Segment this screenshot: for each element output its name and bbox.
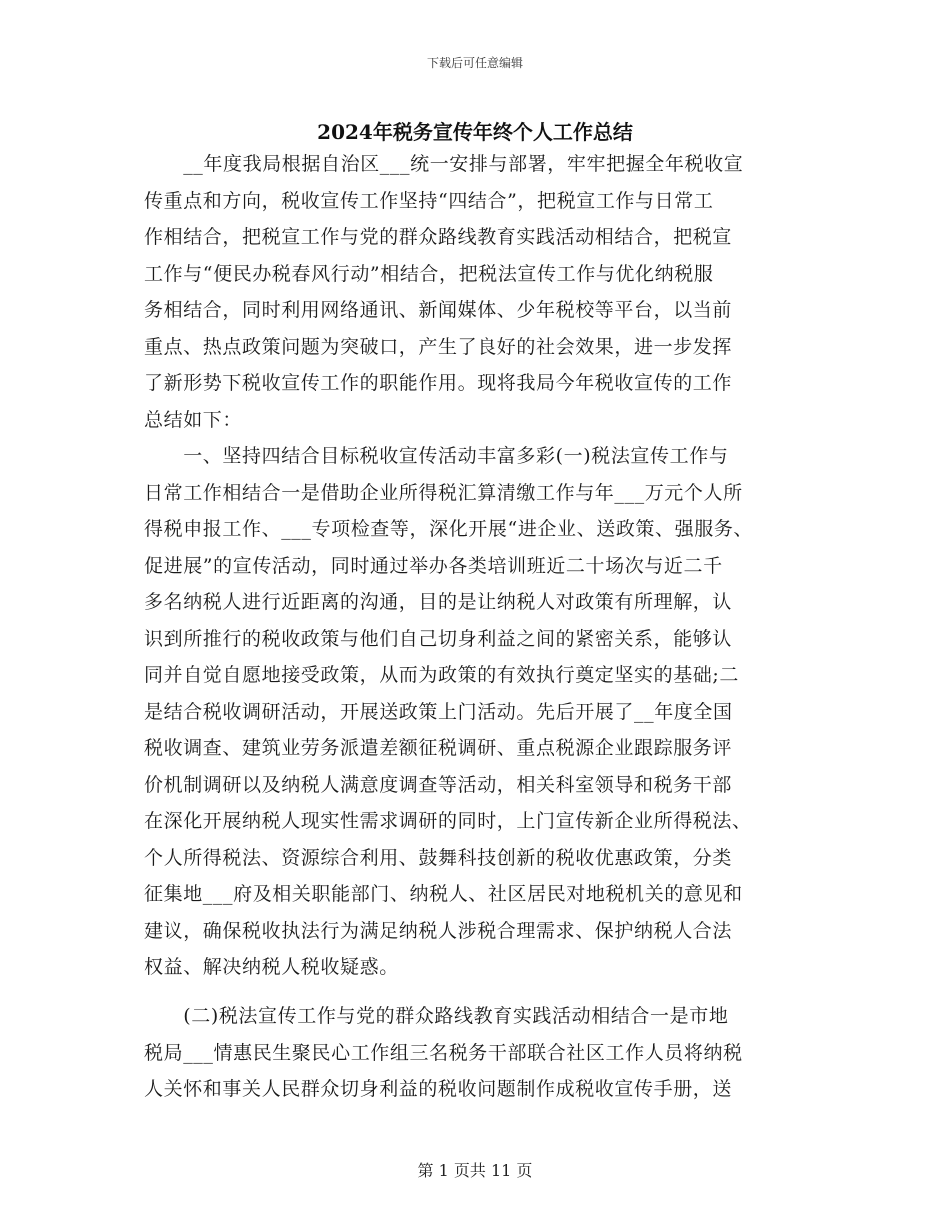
text-line: 是结合税收调研活动，开展送政策上门活动。先后开展了__年度全国 [144,700,733,723]
text-line: 工作与“便民办税春风行动”相结合，把税法宣传工作与优化纳税服 [144,262,714,285]
text-line: 务相结合，同时利用网络通讯、新闻媒体、少年税校等平台，以当前 [144,299,733,321]
text-line: 征集地___府及相关职能部门、纳税人、社区居民对地税机关的意见和 [144,883,743,905]
text-line: 个人所得税法、资源综合利用、鼓舞科技创新的税收优惠政策，分类 [144,846,733,869]
text-line: 总结如下： [144,408,243,431]
text-line: 得税申报工作、___专项检查等，深化开展“进企业、送政策、强服务、 [144,518,754,540]
header-note: 下载后可任意编辑 [426,56,523,70]
text-line: 税局___情惠民生聚民心工作组三名税务干部联合社区工作人员将纳税 [144,1041,743,1064]
text-line: 了新形势下税收宣传工作的职能作用。现将我局今年税收宣传的工作 [144,372,733,394]
document-title: 2024年税务宣传年终个人工作总结 [317,120,633,144]
text-line: 日常工作相结合一是借助企业所得税汇算清缴工作与年___万元个人所 [144,481,743,504]
text-line: 在深化开展纳税人现实性需求调研的同时，上门宣传新企业所得税法、 [144,810,752,832]
paragraph-section-1 [144,446,824,994]
text-line: 传重点和方向，税收宣传工作坚持“四结合”，把税宣工作与日常工 [144,189,714,212]
text-line: 重点、热点政策问题为突破口，产生了良好的社会效果，进一步发挥 [144,335,733,358]
text-line: 税收调查、建筑业劳务派遣差额征税调研、重点税源企业跟踪服务评 [144,737,733,759]
page-number: 第 1 页共 11 页 [417,1161,533,1180]
text-line: 一、坚持四结合目标税收宣传活动丰富多彩(一)税法宣传工作与 [144,445,729,467]
text-line: 同并自觉自愿地接受政策，从而为政策的有效执行奠定坚实的基础;二 [144,664,740,686]
text-line: (二)税法宣传工作与党的群众路线教育实践活动相结合一是市地 [144,1005,729,1027]
text-line: __年度我局根据自治区___统一安排与部署，牢牢把握全年税收宣 [144,153,744,175]
text-line: 建议，确保税收执法行为满足纳税人涉税合理需求、保护纳税人合法 [144,919,733,942]
text-line: 促进展”的宣传活动，同时通过举办各类培训班近二十场次与近二千 [144,554,723,577]
text-line: 多名纳税人进行近距离的沟通，目的是让纳税人对政策有所理解，认 [144,591,733,613]
text-line: 价机制调研以及纳税人满意度调查等活动，相关科室领导和税务干部 [144,773,733,796]
text-line: 识到所推行的税收政策与他们自己切身利益之间的紧密关系，能够认 [144,627,733,650]
paragraph-section-2 [144,1006,824,1116]
text-line: 人关怀和事关人民群众切身利益的税收问题制作成税收宣传手册，送 [144,1078,733,1100]
text-line: 权益、解决纳税人税收疑惑。 [144,956,399,978]
text-line: 作相结合，把税宣工作与党的群众路线教育实践活动相结合，把税宣 [144,226,733,248]
paragraph-intro [144,154,824,446]
